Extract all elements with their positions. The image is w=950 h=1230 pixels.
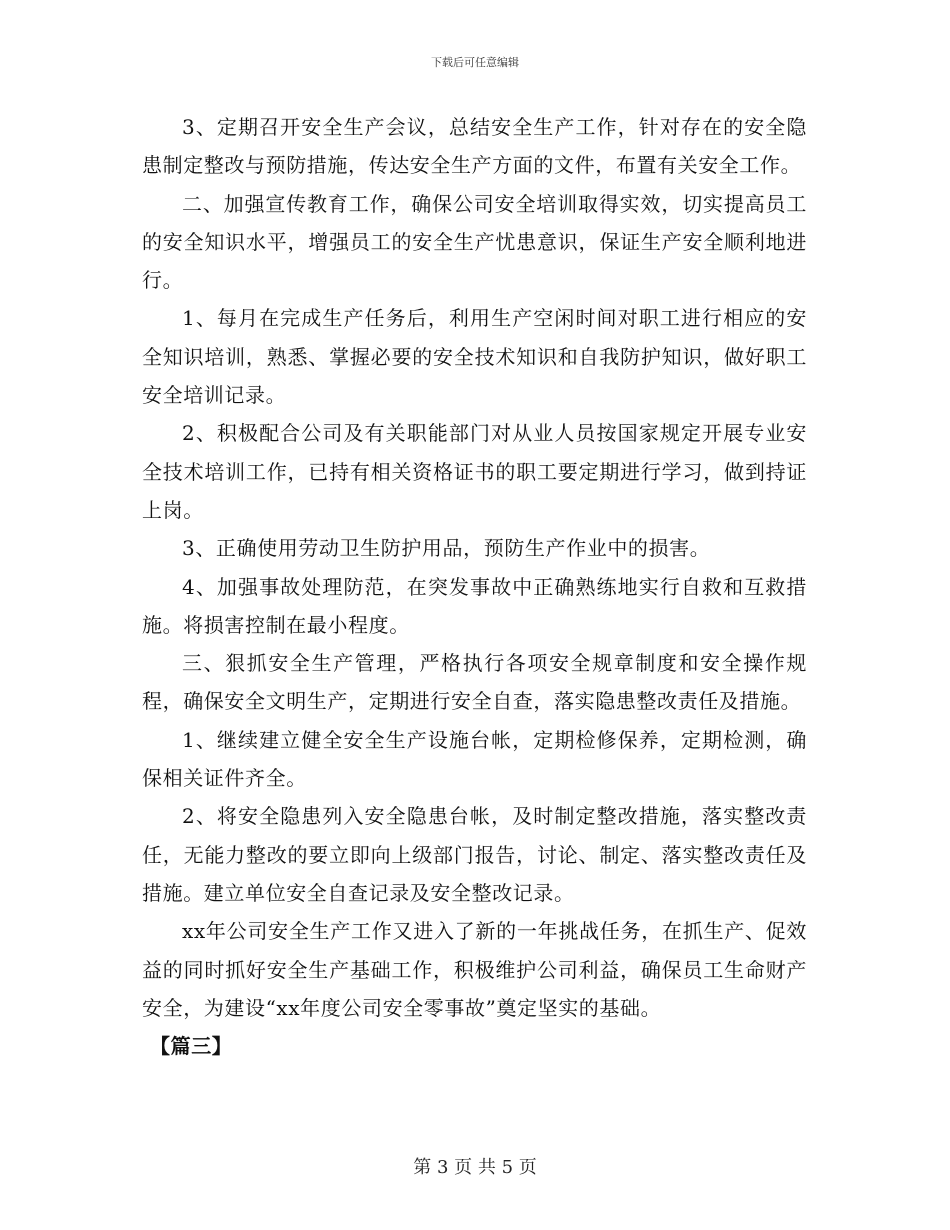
paragraph: 2、积极配合公司及有关职能部门对从业人员按国家规定开展专业安全技术培训工作，已持有相关资格证书的职工要定期进行学习，做到持证上岗。 (142, 421, 807, 522)
page-header: 下载后可任意编辑 (431, 56, 519, 69)
page-footer: 第 3 页 共 5 页 (413, 1157, 537, 1178)
paragraph: 3、正确使用劳动卫生防护用品，预防生产作业中的损害。 (182, 536, 711, 561)
document-body (142, 108, 807, 1065)
paragraph: 1、继续建立健全安全生产设施台帐，定期检修保养，定期检测，确保相关证件齐全。 (142, 727, 807, 791)
paragraph: xx年公司安全生产工作又进入了新的一年挑战任务，在抓生产、促效益的同时抓好安全生产基础工作，积极维护公司利益，确保员工生命财产安全，为建设“xx年度公司安全零事故”奠定坚实的基础。 (142, 919, 807, 1020)
paragraph: 1、每月在完成生产任务后，利用生产空闲时间对职工进行相应的安全知识培训，熟悉、掌握必要的安全技术知识和自我防护知识，做好职工安全培训记录。 (142, 306, 807, 408)
section-heading: 【篇三】 (150, 1034, 233, 1059)
paragraph: 三、狠抓安全生产管理，严格执行各项安全规章制度和安全操作规程，确保安全文明生产，定期进行安全自查，落实隐患整改责任及措施。 (142, 651, 807, 714)
paragraph: 2、将安全隐患列入安全隐患台帐，及时制定整改措施，落实整改责任，无能力整改的要立即向上级部门报告，讨论、制定、落实整改责任及措施。建立单位安全自查记录及安全整改记录。 (142, 804, 807, 905)
paragraph: 3、定期召开安全生产会议，总结安全生产工作，针对存在的安全隐患制定整改与预防措施，传达安全生产方面的文件，布置有关安全工作。 (142, 115, 807, 178)
paragraph: 4、加强事故处理防范，在突发事故中正确熟练地实行自救和互救措施。将损害控制在最小程度。 (142, 574, 807, 637)
paragraph: 二、加强宣传教育工作，确保公司安全培训取得实效，切实提高员工的安全知识水平，增强员工的安全生产忧患意识，保证生产安全顺利地进行。 (142, 191, 807, 293)
